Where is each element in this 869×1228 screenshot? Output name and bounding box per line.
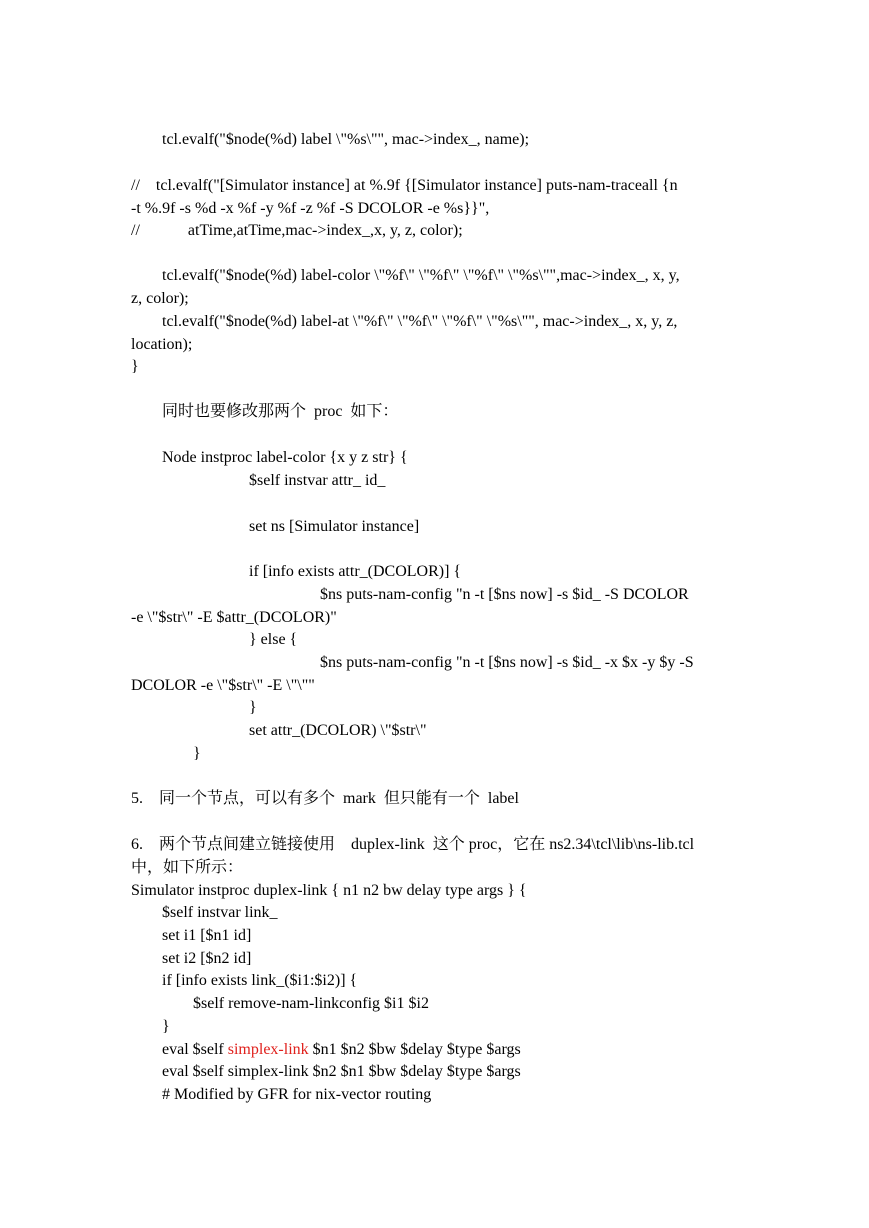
code-line: set i1 [$n1 id] xyxy=(162,927,252,944)
code-line: } xyxy=(131,358,139,375)
code-line xyxy=(162,1040,521,1060)
code-line: set attr_(DCOLOR) \"$str\" xyxy=(249,722,427,739)
code-line: eval $self simplex-link $n2 $n1 $bw $delay $type $args xyxy=(162,1063,521,1080)
code-line: $self remove-nam-linkconfig $i1 $i2 xyxy=(193,995,429,1012)
code-line: Node instproc label-color {x y z str} { xyxy=(162,449,408,466)
paragraph-text: 同时也要修改那两个 proc 如下： xyxy=(162,403,399,420)
code-segment: $n1 $n2 $bw $delay $type $args xyxy=(308,1041,521,1058)
code-line: DCOLOR -e \"$str\" -E \"\"" xyxy=(131,677,315,694)
code-segment: eval $self xyxy=(162,1041,228,1058)
code-line: $ns puts-nam-config "n -t [$ns now] -s $id_ -S DCOLOR xyxy=(320,586,689,603)
code-line: -t %.9f -s %d -x %f -y %f -z %f -S DCOLOR -e %s}}", xyxy=(131,200,490,217)
code-line: // tcl.evalf("[Simulator instance] at %.9f {[Simulator instance] puts-nam-traceall {n xyxy=(131,177,678,194)
code-line: Simulator instproc duplex-link { n1 n2 bw delay type args } { xyxy=(131,882,527,899)
code-line: -e \"$str\" -E $attr_(DCOLOR)" xyxy=(131,609,337,626)
paragraph-text: 中，如下所示： xyxy=(131,859,244,876)
code-line: } else { xyxy=(249,631,298,648)
code-line: set i2 [$n2 id] xyxy=(162,950,252,967)
code-line: if [info exists link_($i1:$i2)] { xyxy=(162,972,358,989)
code-line: tcl.evalf("$node(%d) label-color \"%f\" \"%f\" \"%f\" \"%s\"",mac->index_, x, y, xyxy=(162,267,680,284)
code-line: $self instvar link_ xyxy=(162,904,278,921)
paragraph-text: 5. 同一个节点，可以有多个 mark 但只能有一个 label xyxy=(131,790,519,807)
code-line: set ns [Simulator instance] xyxy=(249,518,420,535)
code-line: if [info exists attr_(DCOLOR)] { xyxy=(249,563,462,580)
code-line: // atTime,atTime,mac->index_,x, y, z, color); xyxy=(131,222,463,239)
highlighted-keyword: simplex-link xyxy=(227,1041,309,1058)
code-line: } xyxy=(162,1018,170,1035)
code-comment: # Modified by GFR for nix-vector routing xyxy=(162,1086,432,1103)
code-line: tcl.evalf("$node(%d) label \"%s\"", mac->index_, name); xyxy=(162,131,530,148)
code-line: z, color); xyxy=(131,290,189,307)
paragraph-text: 6. 两个节点间建立链接使用 duplex-link 这个 proc，它在 ns2.34\tcl\lib\ns-lib.tcl xyxy=(131,836,695,853)
code-line: location); xyxy=(131,336,193,353)
code-line: } xyxy=(193,745,201,762)
code-line: tcl.evalf("$node(%d) label-at \"%f\" \"%f\" \"%f\" \"%s\"", mac->index_, x, y, z, xyxy=(162,313,678,330)
code-line: $ns puts-nam-config "n -t [$ns now] -s $id_ -x $x -y $y -S xyxy=(320,654,694,671)
code-line: } xyxy=(249,699,257,716)
code-line: $self instvar attr_ id_ xyxy=(249,472,386,489)
